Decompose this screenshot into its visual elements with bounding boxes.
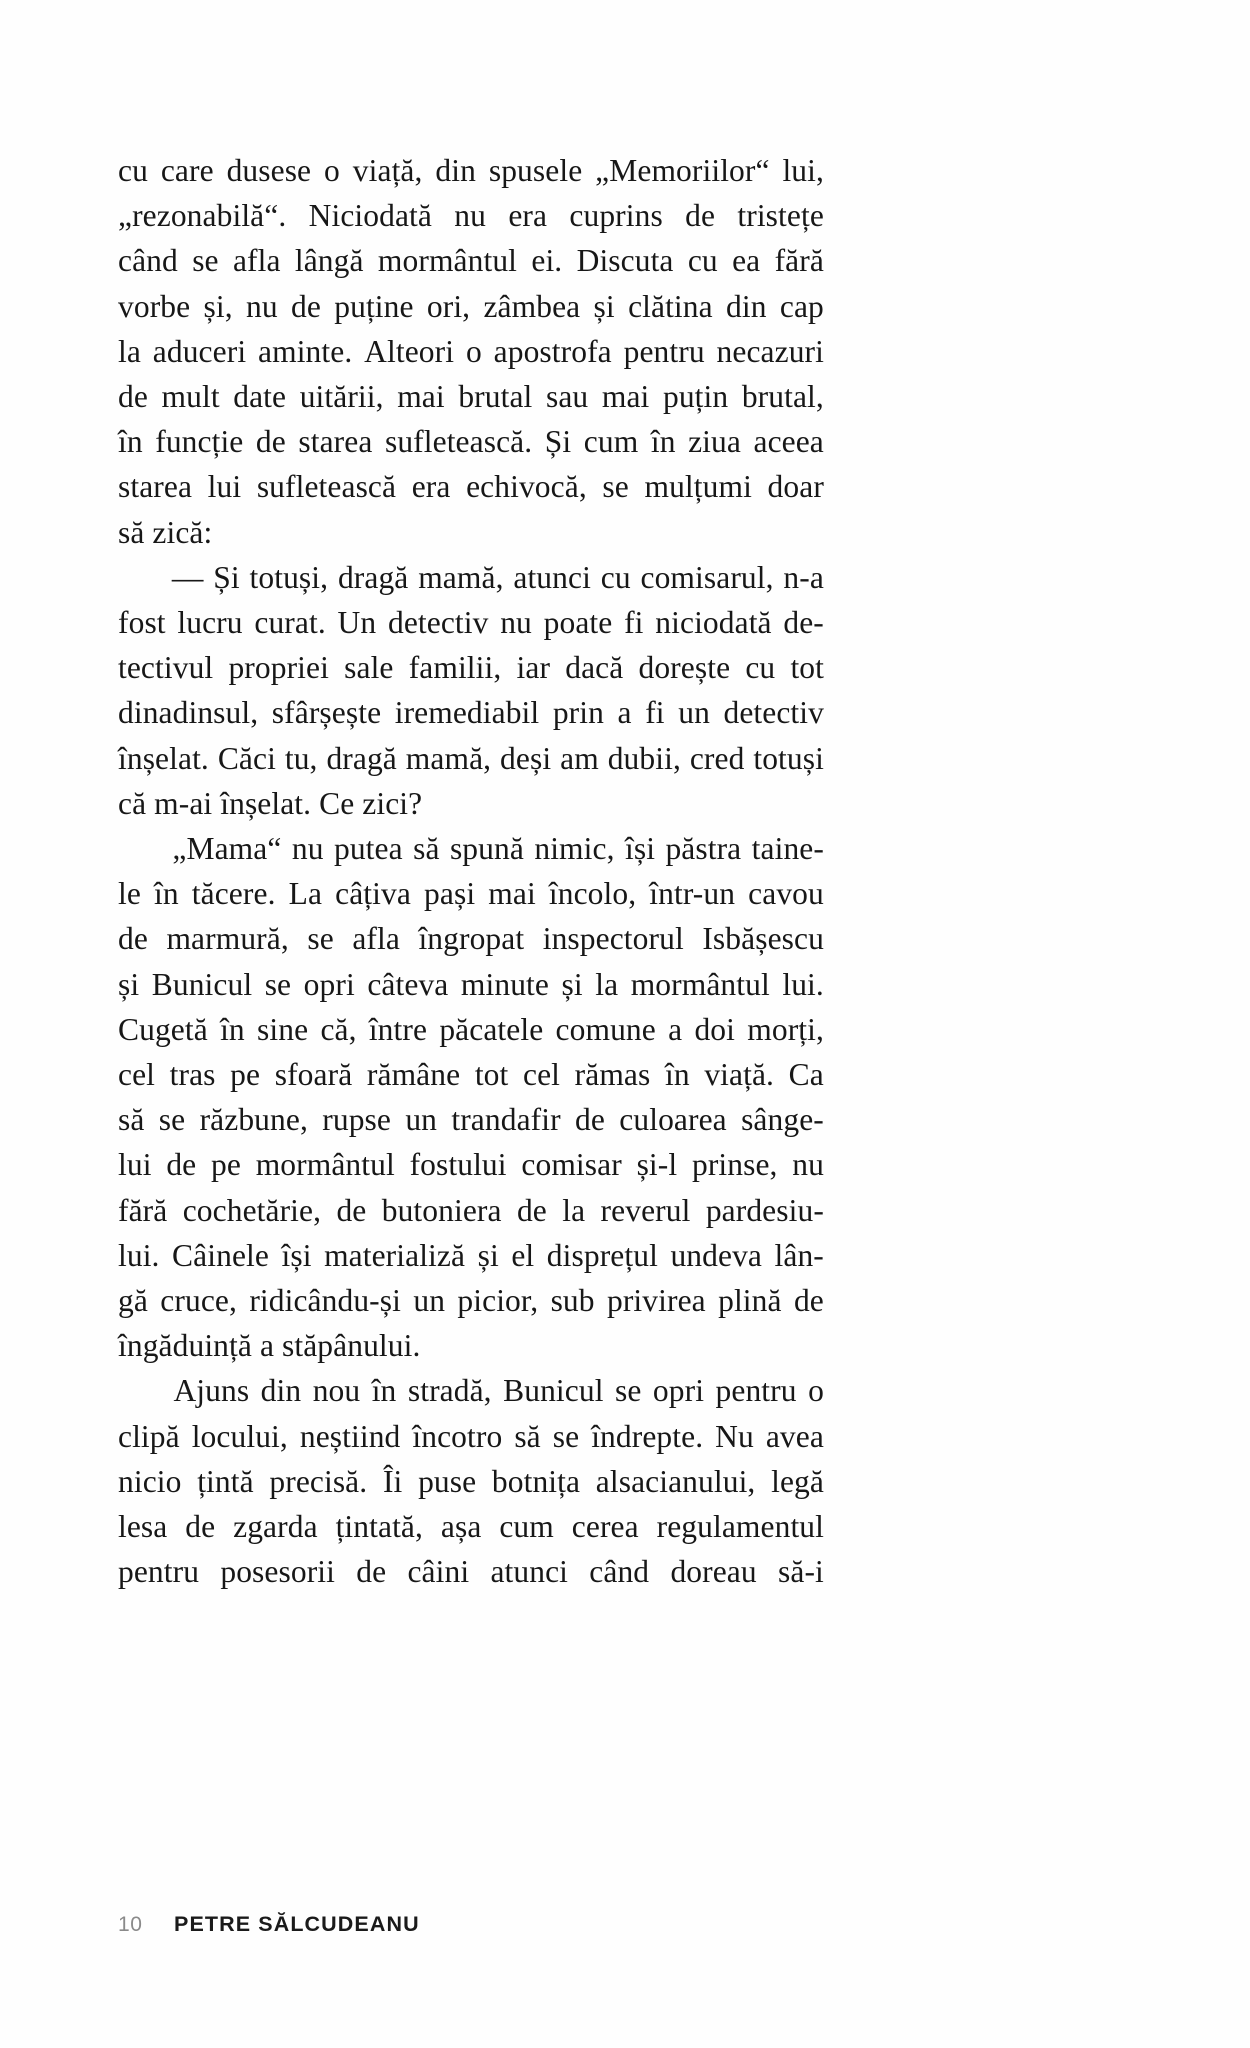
text-line: înșelat. Căci tu, dragă mamă, deși am dubii, cred totuși <box>118 740 824 776</box>
text-line: le în tăcere. La câțiva pași mai încolo, într-un cavou <box>118 876 824 912</box>
text-line: să se răzbune, rupse un trandafir de culoarea sânge- <box>118 1102 824 1138</box>
text-line: că m-ai înșelat. Ce zici? <box>118 785 423 821</box>
paragraph-indent <box>118 555 162 600</box>
text-line: lui. Câinele își materializă și el disprețul undeva lân- <box>118 1237 824 1273</box>
text-line: vorbe și, nu de puține ori, zâmbea și clătina din cap <box>118 288 824 324</box>
running-head-author: PETRE SĂLCUDEANU <box>174 1912 420 1936</box>
text-line: Ajuns din nou în stradă, Bunicul se opri pentru o <box>118 1368 824 1413</box>
text-line: gă cruce, ridicându-și un picior, sub privirea plină de <box>118 1283 824 1319</box>
text-line: de marmură, se afla îngropat inspectorul Isbășescu <box>118 921 824 957</box>
text-line: pentru posesorii de câini atunci când doreau să-i <box>118 1554 824 1590</box>
text-line: când se afla lângă mormântul ei. Discuta cu ea fără <box>118 243 824 279</box>
text-line: fost lucru curat. Un detectiv nu poate fi niciodată de- <box>118 605 824 641</box>
text-line: îngăduință a stăpânului. <box>118 1328 421 1364</box>
paragraph-indent <box>118 826 162 871</box>
text-line: să zică: <box>118 514 213 550</box>
page-number: 10 <box>118 1913 143 1936</box>
text-line: în funcție de starea sufletească. Și cum în ziua aceea <box>118 424 824 460</box>
paragraph-indent <box>118 1368 162 1413</box>
text-line: lesa de zgarda țintată, așa cum cerea regulamentul <box>118 1509 824 1545</box>
text-line: cel tras pe sfoară rămâne tot cel rămas în viață. Ca <box>118 1057 824 1093</box>
page-footer <box>118 1912 858 1937</box>
text-line: la aduceri aminte. Alteori o apostrofa pentru necazuri <box>118 333 824 369</box>
text-line: „rezonabilă“. Niciodată nu era cuprins de tristețe <box>118 198 824 234</box>
text-line: Cugetă în sine că, între păcatele comune a doi morți, <box>118 1011 824 1047</box>
text-line: și Bunicul se opri câteva minute și la mormântul lui. <box>118 966 824 1002</box>
text-line: — Și totuși, dragă mamă, atunci cu comisarul, n-a <box>118 555 824 600</box>
text-line: lui de pe mormântul fostului comisar și-l prinse, nu <box>118 1147 824 1183</box>
body-text <box>118 148 824 1595</box>
text-line: „Mama“ nu putea să spună nimic, își păstra taine- <box>118 826 824 871</box>
text-line: nicio țintă precisă. Îi puse botnița alsacianului, legă <box>118 1463 824 1499</box>
text-line: dinadinsul, sfârșește iremediabil prin a fi un detectiv <box>118 695 824 731</box>
text-line: fără cochetărie, de butoniera de la reverul pardesiu- <box>118 1192 824 1228</box>
text-line: cu care dusese o viață, din spusele „Memoriilor“ lui, <box>118 153 824 188</box>
text-line: de mult date uitării, mai brutal sau mai puțin brutal, <box>118 379 824 415</box>
text-line: tectivul propriei sale familii, iar dacă dorește cu tot <box>118 650 824 686</box>
text-line: clipă locului, neștiind încotro să se îndrepte. Nu avea <box>118 1418 824 1454</box>
text-line: starea lui sufletească era echivocă, se mulțumi doar <box>118 469 824 505</box>
